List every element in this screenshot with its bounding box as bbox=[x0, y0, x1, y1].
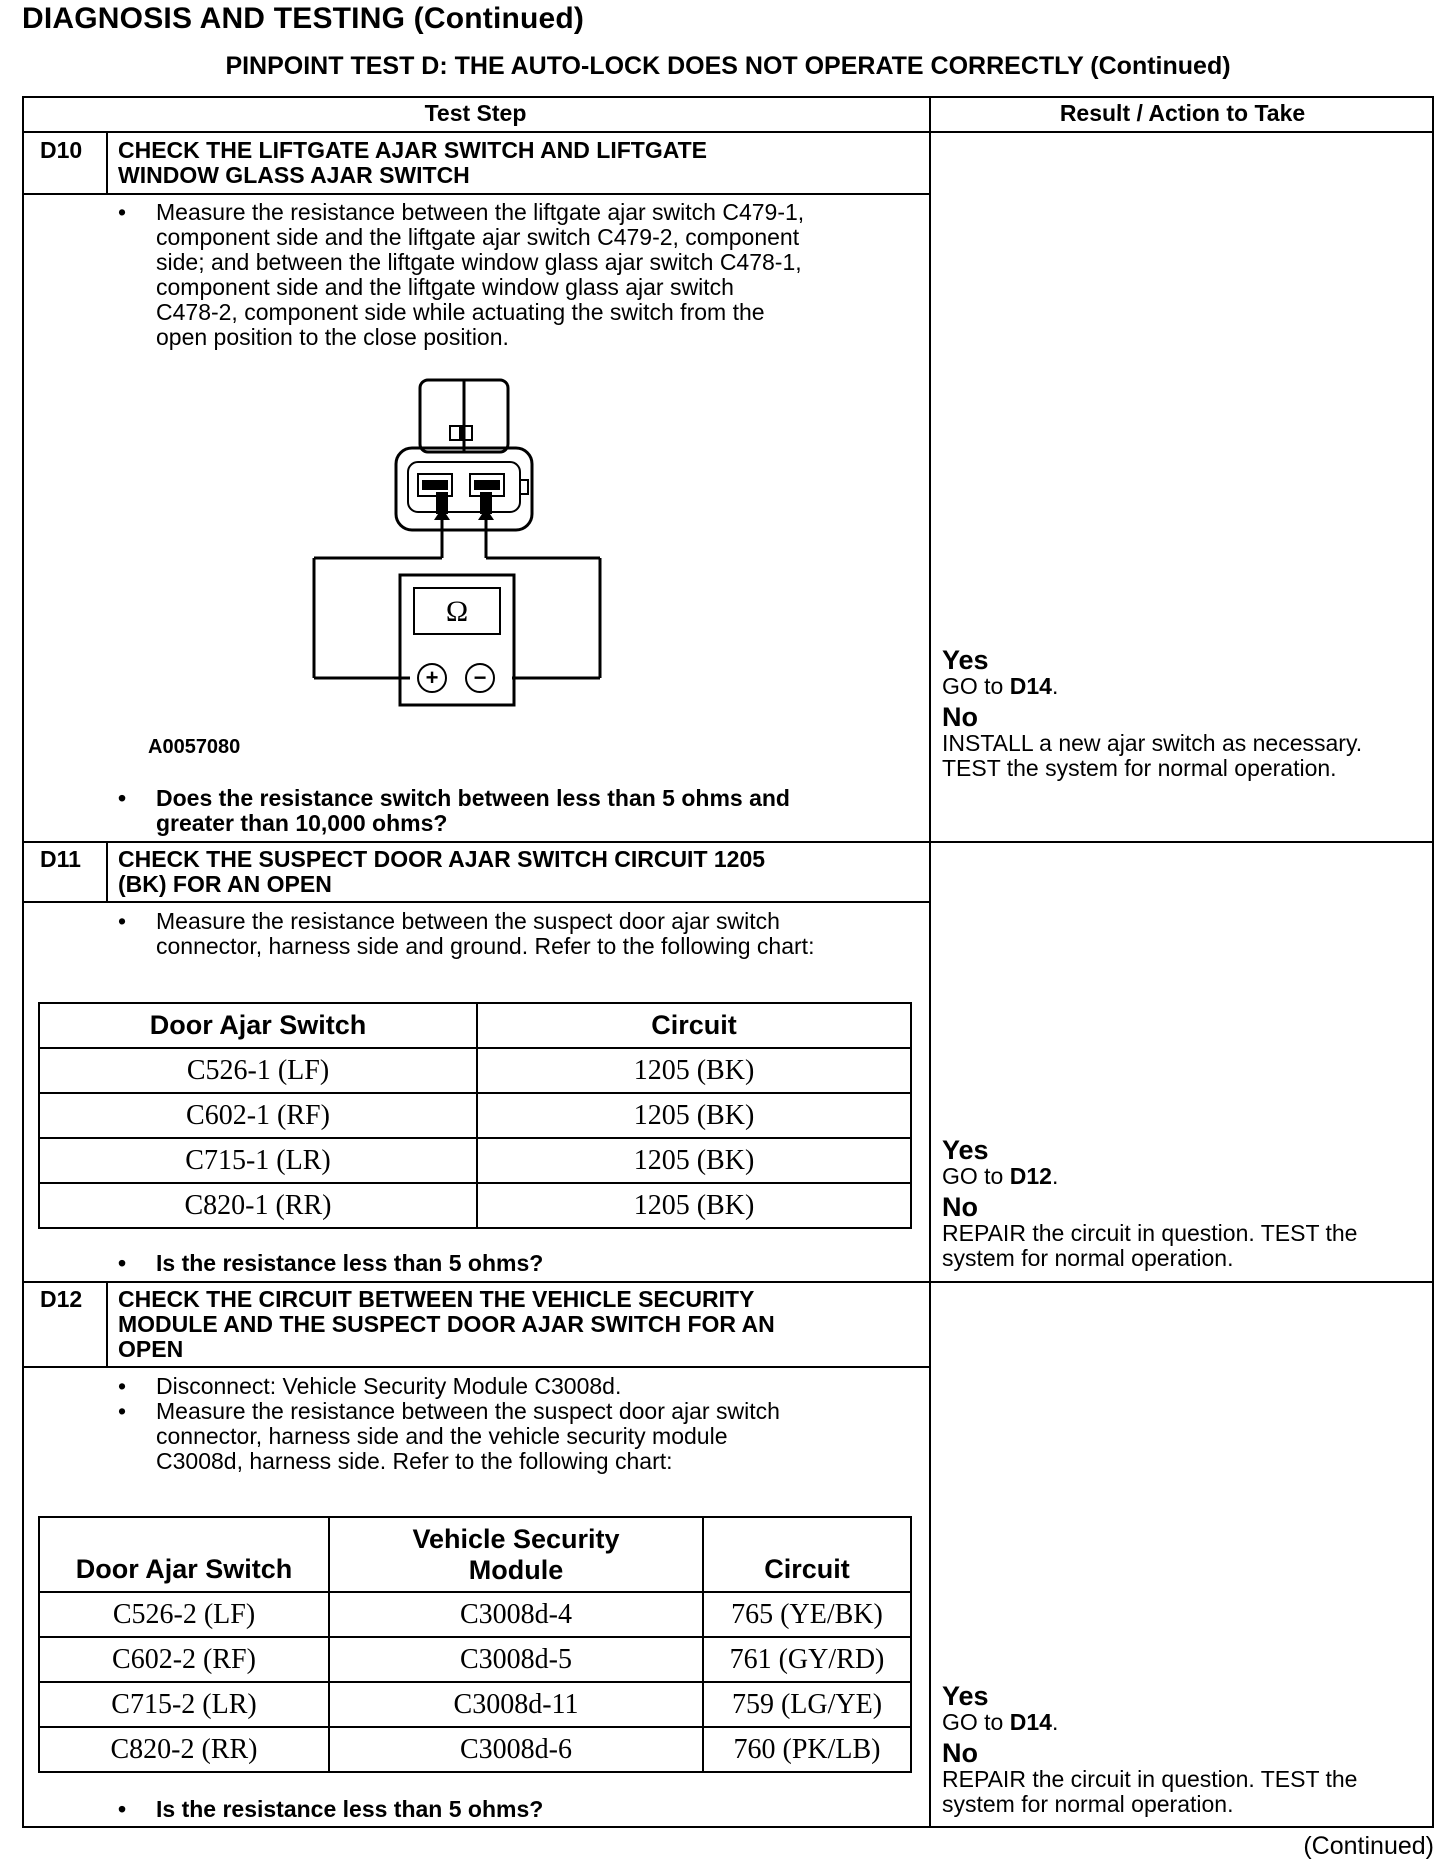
table-row bbox=[39, 1093, 911, 1138]
d10-id-divider bbox=[106, 131, 108, 195]
d10-result bbox=[942, 646, 1422, 781]
minus-sign: − bbox=[473, 665, 487, 690]
d12-title-rule bbox=[22, 1366, 929, 1368]
d10-measure-line1: Measure the resistance between the liftgate ajar switch C479-1, bbox=[156, 199, 805, 225]
d11-yes-prefix: GO to bbox=[942, 1163, 1010, 1189]
pinpoint-test-title: PINPOINT TEST D: THE AUTO-LOCK DOES NOT OPERATE CORRECTLY (Continued) bbox=[225, 52, 1231, 80]
d10-measure-line3: side; and between the liftgate window glass ajar switch C478-1, bbox=[156, 249, 802, 275]
table-row bbox=[39, 1592, 911, 1637]
d12-no-label: No bbox=[942, 1738, 978, 1768]
d12-circuit-cell: 760 (PK/LB) bbox=[703, 1727, 911, 1772]
d10-yes-label: Yes bbox=[942, 645, 989, 675]
d11-title-rule bbox=[22, 901, 929, 903]
d11-circuit-cell: 1205 (BK) bbox=[477, 1138, 911, 1183]
col-header-result: Result / Action to Take bbox=[1059, 100, 1306, 126]
ohm-symbol: Ω bbox=[445, 595, 469, 628]
d12-switch-cell: C602-2 (RF) bbox=[39, 1637, 329, 1682]
bullet-dot: • bbox=[118, 1250, 127, 1276]
d10-no-label: No bbox=[942, 702, 978, 732]
d11-question-text: Is the resistance less than 5 ohms? bbox=[156, 1250, 544, 1276]
d12-switch-cell: C820-2 (RR) bbox=[39, 1727, 329, 1772]
d11-yes-label: Yes bbox=[942, 1135, 989, 1165]
table-row bbox=[39, 1637, 911, 1682]
bullet-dot: • bbox=[118, 908, 127, 934]
d11-chart-header-circuit: Circuit bbox=[477, 1003, 911, 1048]
d11-no-label: No bbox=[942, 1192, 978, 1222]
table-row bbox=[39, 1727, 911, 1772]
d10-no-action-line1: INSTALL a new ajar switch as necessary. bbox=[942, 730, 1363, 756]
d11-switch-cell: C526-1 (LF) bbox=[39, 1048, 477, 1093]
bullet-dot: • bbox=[118, 1398, 127, 1424]
d12-module-cell: C3008d-5 bbox=[329, 1637, 703, 1682]
d12-switch-cell: C526-2 (LF) bbox=[39, 1592, 329, 1637]
d12-id-divider bbox=[106, 1281, 108, 1368]
continued-footer: (Continued) bbox=[1303, 1832, 1434, 1860]
table-row bbox=[39, 1682, 911, 1727]
d11-yes-link[interactable]: D12 bbox=[1009, 1163, 1052, 1189]
d12-circuit-chart bbox=[38, 1516, 912, 1773]
d10-title-line2: WINDOW GLASS AJAR SWITCH bbox=[118, 162, 470, 188]
d11-circuit-cell: 1205 (BK) bbox=[477, 1183, 911, 1228]
table-row bbox=[39, 1048, 911, 1093]
d12-measure-line2: connector, harness side and the vehicle security module bbox=[156, 1423, 728, 1449]
d10-yes-link[interactable]: D14 bbox=[1009, 673, 1052, 699]
d11-step-title bbox=[118, 847, 765, 897]
d12-module-cell: C3008d-11 bbox=[329, 1682, 703, 1727]
d10-step-title bbox=[118, 138, 707, 188]
d11-switch-cell: C715-1 (LR) bbox=[39, 1138, 477, 1183]
d12-module-cell: C3008d-6 bbox=[329, 1727, 703, 1772]
d11-measure-line1: Measure the resistance between the suspect door ajar switch bbox=[156, 908, 780, 934]
d12-result bbox=[942, 1682, 1422, 1817]
d11-yes-action: GO to D12. bbox=[942, 1163, 1059, 1189]
bullet-dot: • bbox=[118, 785, 127, 811]
d12-no-action-line1: REPAIR the circuit in question. TEST the bbox=[942, 1766, 1358, 1792]
d10-title-rule bbox=[22, 193, 929, 195]
d12-no-action-line2: system for normal operation. bbox=[942, 1791, 1234, 1817]
d11-measure-line2: connector, harness side and ground. Refer to the following chart: bbox=[156, 933, 815, 959]
d12-chart-header-switch: Door Ajar Switch bbox=[39, 1517, 329, 1592]
d10-bottom-rule bbox=[22, 841, 1434, 843]
d10-question-line2: greater than 10,000 ohms? bbox=[156, 810, 448, 836]
d12-yes-action: GO to D14. bbox=[942, 1709, 1059, 1735]
d11-title-line1: CHECK THE SUSPECT DOOR AJAR SWITCH CIRCUIT 1205 bbox=[118, 846, 766, 872]
d12-title-line3: OPEN bbox=[118, 1336, 184, 1362]
d12-circuit-cell: 765 (YE/BK) bbox=[703, 1592, 911, 1637]
d11-title-line2: (BK) FOR AN OPEN bbox=[118, 871, 332, 897]
d10-measure-text bbox=[156, 200, 804, 350]
d12-measure-line3: C3008d, harness side. Refer to the following chart: bbox=[156, 1448, 673, 1474]
d11-step-id: D11 bbox=[40, 846, 81, 872]
plus-sign: + bbox=[425, 665, 439, 690]
bullet-dot: • bbox=[118, 199, 127, 225]
d10-figure-id: A0057080 bbox=[148, 736, 241, 758]
d11-id-divider bbox=[106, 841, 108, 903]
d10-measure-line5: C478-2, component side while actuating the switch from the bbox=[156, 299, 765, 325]
d11-switch-cell: C602-1 (RF) bbox=[39, 1093, 477, 1138]
bullet-dot: • bbox=[118, 1373, 127, 1399]
d12-chart-header-circuit: Circuit bbox=[703, 1517, 911, 1592]
d11-chart-header-switch: Door Ajar Switch bbox=[39, 1003, 477, 1048]
d12-measure-text bbox=[156, 1399, 780, 1474]
d12-module-cell: C3008d-4 bbox=[329, 1592, 703, 1637]
d12-chart-header-module: Vehicle Security Module bbox=[329, 1517, 703, 1592]
d11-circuit-cell: 1205 (BK) bbox=[477, 1093, 911, 1138]
d10-step-id: D10 bbox=[40, 137, 83, 163]
column-divider bbox=[929, 96, 931, 1828]
d12-yes-label: Yes bbox=[942, 1681, 989, 1711]
d12-step-title bbox=[118, 1287, 775, 1362]
col-header-test-step: Test Step bbox=[424, 100, 527, 126]
d10-yes-prefix: GO to bbox=[942, 673, 1010, 699]
d12-title-line2: MODULE AND THE SUSPECT DOOR AJAR SWITCH FOR AN bbox=[118, 1311, 775, 1337]
d10-question-line1: Does the resistance switch between less than 5 ohms and bbox=[156, 785, 790, 811]
table-row bbox=[39, 1138, 911, 1183]
d11-no-action-line2: system for normal operation. bbox=[942, 1245, 1234, 1271]
d11-circuit-chart bbox=[38, 1002, 912, 1229]
d11-switch-cell: C820-1 (RR) bbox=[39, 1183, 477, 1228]
d11-measure-text bbox=[156, 909, 814, 959]
d10-measure-line6: open position to the close position. bbox=[156, 324, 509, 350]
d12-circuit-cell: 761 (GY/RD) bbox=[703, 1637, 911, 1682]
d11-circuit-cell: 1205 (BK) bbox=[477, 1048, 911, 1093]
ohmmeter-figure bbox=[300, 370, 620, 720]
d10-no-action-line2: TEST the system for normal operation. bbox=[942, 755, 1337, 781]
d12-disconnect-text: Disconnect: Vehicle Security Module C3008d. bbox=[156, 1373, 622, 1399]
d10-title-line1: CHECK THE LIFTGATE AJAR SWITCH AND LIFTGATE bbox=[118, 137, 708, 163]
d12-switch-cell: C715-2 (LR) bbox=[39, 1682, 329, 1727]
page-title: DIAGNOSIS AND TESTING (Continued) bbox=[22, 2, 585, 35]
d11-result bbox=[942, 1136, 1422, 1271]
connector-housing bbox=[396, 448, 532, 530]
d12-circuit-cell: 759 (LG/YE) bbox=[703, 1682, 911, 1727]
d11-bottom-rule bbox=[22, 1281, 1434, 1283]
header-rule bbox=[22, 131, 1434, 133]
d11-no-action-line1: REPAIR the circuit in question. TEST the bbox=[942, 1220, 1358, 1246]
d12-measure-line1: Measure the resistance between the suspect door ajar switch bbox=[156, 1398, 780, 1424]
d12-title-line1: CHECK THE CIRCUIT BETWEEN THE VEHICLE SECURITY bbox=[118, 1286, 755, 1312]
table-row bbox=[39, 1183, 911, 1228]
d10-yes-action: GO to D14. bbox=[942, 673, 1059, 699]
d10-question-text bbox=[156, 786, 790, 836]
d12-step-id: D12 bbox=[40, 1286, 83, 1312]
d10-measure-line2: component side and the liftgate ajar switch C479-2, component bbox=[156, 224, 800, 250]
d10-measure-line4: component side and the liftgate window glass ajar switch bbox=[156, 274, 734, 300]
d12-yes-prefix: GO to bbox=[942, 1709, 1010, 1735]
d12-question-text: Is the resistance less than 5 ohms? bbox=[156, 1796, 544, 1822]
d12-yes-link[interactable]: D14 bbox=[1009, 1709, 1052, 1735]
bullet-dot: • bbox=[118, 1796, 127, 1822]
